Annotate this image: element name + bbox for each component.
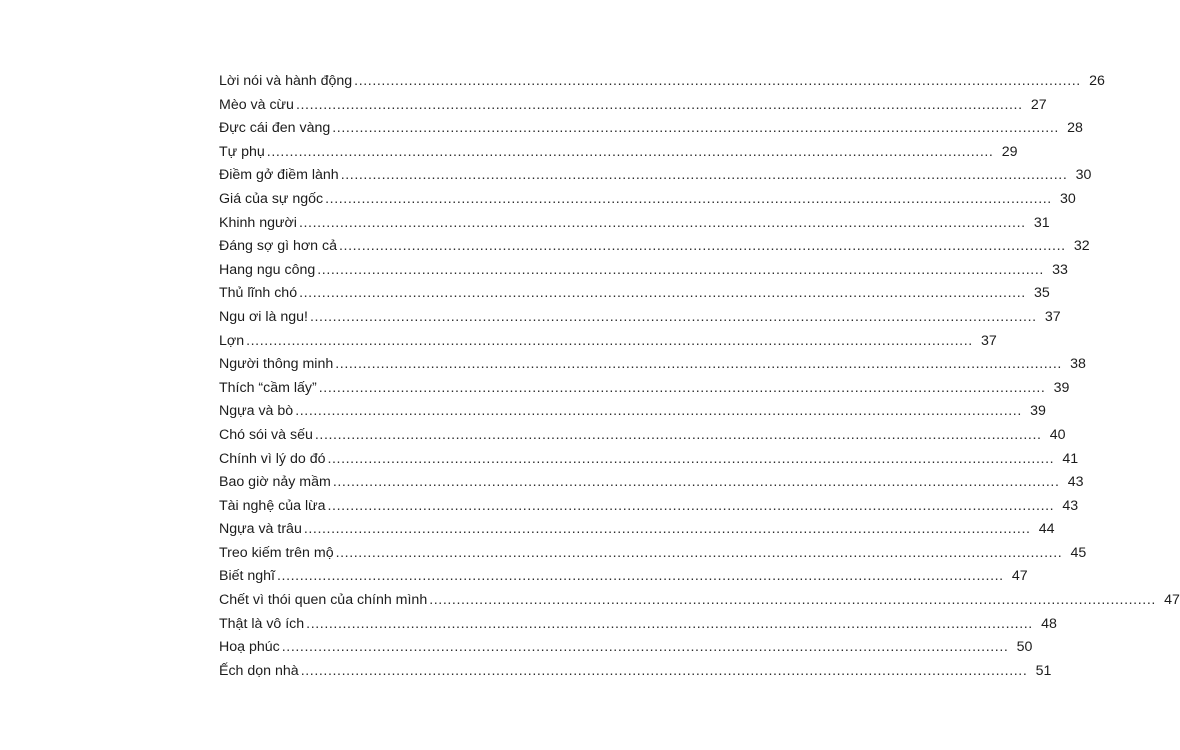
toc-entry bbox=[219, 332, 997, 357]
toc-entry-title: Người thông minh bbox=[219, 356, 334, 373]
toc-entry-page-number: 26 bbox=[1089, 73, 1105, 89]
toc-entry bbox=[219, 73, 1105, 97]
dot-leader: ................................................................................................................................................................ bbox=[317, 261, 1044, 278]
toc-entry-title: Điềm gở điềm lành bbox=[219, 167, 339, 184]
dot-leader: ................................................................................................................................................................ bbox=[340, 167, 1068, 184]
dot-leader: ................................................................................................................................................................ bbox=[295, 96, 1023, 113]
toc-entry bbox=[219, 592, 1180, 616]
dot-leader: ................................................................................................................................................................ bbox=[429, 592, 1156, 609]
toc-entry-page-number: 39 bbox=[1030, 403, 1046, 420]
toc-entry-page-number: 47 bbox=[1011, 568, 1028, 585]
dot-leader: ................................................................................................................................................................ bbox=[332, 474, 1060, 491]
toc-entry-page-number: 30 bbox=[1075, 167, 1092, 184]
toc-entry-page-number: 28 bbox=[1067, 120, 1083, 137]
toc-entry-page-number: 45 bbox=[1070, 544, 1087, 561]
toc-entry-page-number: 30 bbox=[1060, 190, 1076, 207]
toc-entry bbox=[219, 261, 1068, 286]
toc-entry-page-number: 33 bbox=[1052, 261, 1068, 278]
toc-entry bbox=[219, 662, 1052, 687]
toc-entry-page-number: 37 bbox=[1044, 308, 1061, 325]
dot-leader: ................................................................................................................................................................ bbox=[295, 403, 1022, 420]
toc-entry-title: Lợn bbox=[219, 332, 245, 349]
toc-entry-page-number: 48 bbox=[1041, 615, 1057, 632]
toc-entry bbox=[219, 143, 1018, 168]
toc-entry-title: Đáng sợ gì hơn cả bbox=[219, 238, 337, 255]
toc-entry-title: Chết vì thói quen của chính mình bbox=[219, 592, 428, 609]
toc-entry-title: Thủ lĩnh chó bbox=[219, 285, 298, 302]
toc-entry bbox=[219, 285, 1050, 309]
toc-entry bbox=[219, 167, 1092, 191]
dot-leader: ................................................................................................................................................................ bbox=[335, 544, 1063, 561]
toc-entry-title: Ngựa và bò bbox=[219, 403, 294, 420]
dot-leader: ................................................................................................................................................................ bbox=[300, 662, 1028, 679]
toc-entry bbox=[219, 379, 1070, 404]
toc-entry bbox=[219, 544, 1087, 569]
toc-entry-page-number: 35 bbox=[1034, 285, 1050, 302]
toc-entry-title: Tự phụ bbox=[219, 143, 265, 160]
toc-entry-title: Mèo và cừu bbox=[219, 96, 294, 113]
toc-entry-page-number: 39 bbox=[1053, 379, 1070, 396]
toc-entry-page-number: 38 bbox=[1070, 356, 1086, 373]
toc-entry-title: Thật là vô ích bbox=[219, 615, 305, 632]
dot-leader: ................................................................................................................................................................ bbox=[298, 214, 1026, 231]
toc-entry bbox=[219, 568, 1028, 592]
toc-entry bbox=[219, 238, 1090, 262]
toc-entry bbox=[219, 521, 1055, 545]
toc-entry-title: Hoạ phúc bbox=[219, 639, 280, 656]
toc-entry bbox=[219, 356, 1086, 380]
dot-leader: ................................................................................................................................................................ bbox=[277, 568, 1004, 585]
toc-entry bbox=[219, 120, 1083, 144]
toc-entry-title: Ngu ơi là ngu! bbox=[219, 308, 308, 325]
toc-entry-page-number: 27 bbox=[1030, 96, 1047, 113]
toc-entry-title: Hang ngu công bbox=[219, 261, 316, 278]
dot-leader: ................................................................................................................................................................ bbox=[299, 285, 1026, 302]
toc-entry-page-number: 44 bbox=[1038, 521, 1055, 538]
toc-entry-title: Lời nói và hành động bbox=[219, 73, 353, 89]
toc-entry-title: Khinh người bbox=[219, 214, 297, 231]
toc-entry-page-number: 41 bbox=[1062, 450, 1079, 467]
dot-leader: ................................................................................................................................................................ bbox=[303, 521, 1031, 538]
toc-entry-title: Bao giờ nảy mầm bbox=[219, 474, 331, 491]
toc-entry-title: Treo kiếm trên mộ bbox=[219, 544, 334, 561]
toc-entry bbox=[219, 615, 1057, 640]
toc-entry bbox=[219, 497, 1079, 522]
dot-leader: ................................................................................................................................................................ bbox=[354, 73, 1081, 89]
toc-entry-title: Tài nghệ của lừa bbox=[219, 497, 326, 514]
toc-entry bbox=[219, 426, 1066, 451]
toc-entry-title: Ngựa và trâu bbox=[219, 521, 302, 538]
toc-entry-page-number: 47 bbox=[1164, 592, 1180, 609]
toc-entry-page-number: 50 bbox=[1016, 639, 1033, 656]
table-of-contents bbox=[219, 73, 1180, 686]
toc-entry bbox=[219, 96, 1047, 121]
dot-leader: ................................................................................................................................................................ bbox=[318, 379, 1046, 396]
dot-leader: ................................................................................................................................................................ bbox=[306, 615, 1033, 632]
toc-entry-page-number: 43 bbox=[1067, 474, 1084, 491]
toc-entry bbox=[219, 450, 1079, 475]
toc-entry-title: Thích “cầm lấy” bbox=[219, 379, 317, 396]
toc-entry-page-number: 40 bbox=[1049, 426, 1066, 443]
dot-leader: ................................................................................................................................................................ bbox=[266, 143, 994, 160]
toc-entry-page-number: 32 bbox=[1073, 238, 1090, 255]
toc-entry-title: Ếch dọn nhà bbox=[219, 662, 299, 679]
toc-entry-page-number: 43 bbox=[1062, 497, 1079, 514]
dot-leader: ................................................................................................................................................................ bbox=[327, 450, 1055, 467]
toc-entry-title: Chính vì lý do đó bbox=[219, 450, 326, 467]
dot-leader: ................................................................................................................................................................ bbox=[281, 639, 1009, 656]
dot-leader: ................................................................................................................................................................ bbox=[314, 426, 1042, 443]
toc-entry-title: Biết nghĩ bbox=[219, 568, 276, 585]
toc-entry-page-number: 31 bbox=[1033, 214, 1050, 231]
toc-entry-page-number: 51 bbox=[1035, 662, 1052, 679]
toc-entry-page-number: 37 bbox=[981, 332, 997, 349]
toc-entry bbox=[219, 190, 1076, 215]
toc-entry bbox=[219, 403, 1046, 427]
toc-entry-page-number: 29 bbox=[1001, 143, 1018, 160]
toc-entry-title: Giá của sự ngốc bbox=[219, 190, 324, 207]
dot-leader: ................................................................................................................................................................ bbox=[246, 332, 973, 349]
dot-leader: ................................................................................................................................................................ bbox=[335, 356, 1062, 373]
dot-leader: ................................................................................................................................................................ bbox=[332, 120, 1059, 137]
toc-entry-title: Chó sói và sếu bbox=[219, 426, 313, 443]
dot-leader: ................................................................................................................................................................ bbox=[309, 308, 1037, 325]
dot-leader: ................................................................................................................................................................ bbox=[327, 497, 1055, 514]
toc-entry bbox=[219, 214, 1050, 239]
toc-entry bbox=[219, 639, 1033, 663]
dot-leader: ................................................................................................................................................................ bbox=[325, 190, 1052, 207]
dot-leader: ................................................................................................................................................................ bbox=[338, 238, 1066, 255]
toc-entry-title: Đực cái đen vàng bbox=[219, 120, 331, 137]
toc-entry bbox=[219, 474, 1084, 498]
toc-entry bbox=[219, 308, 1061, 333]
